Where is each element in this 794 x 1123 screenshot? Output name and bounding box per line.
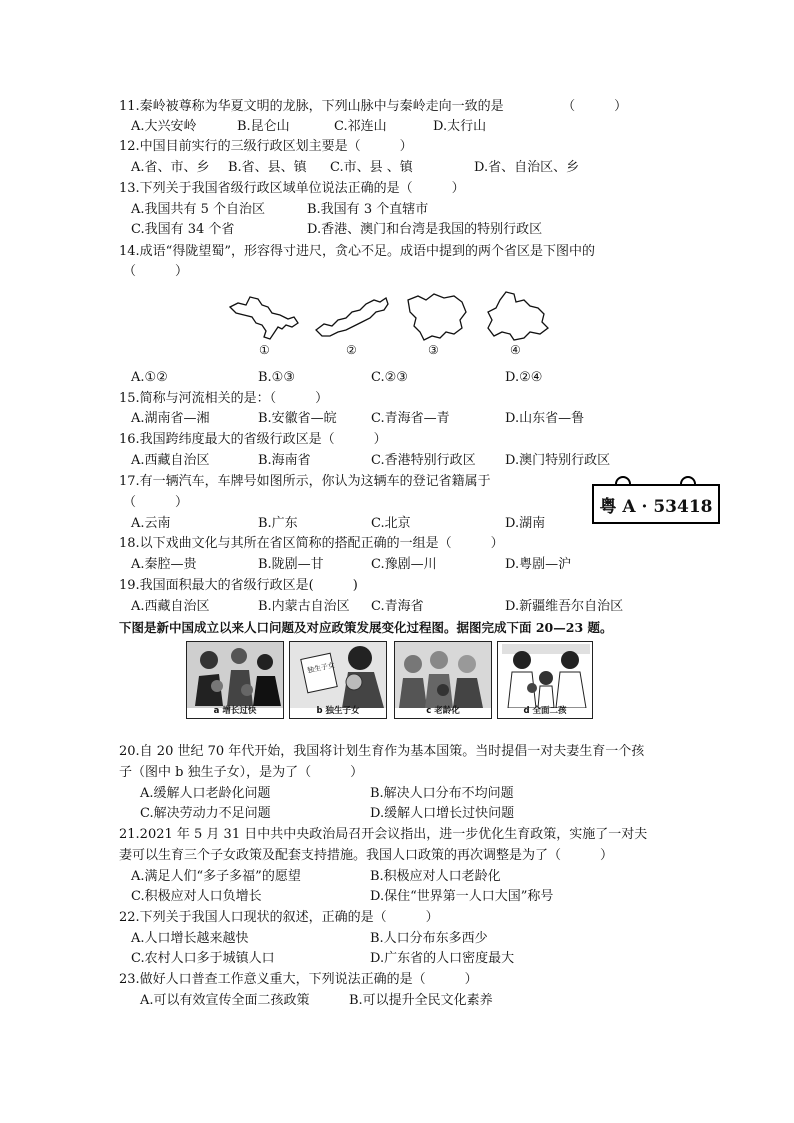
q13-stem: 13.下列关于我国省级行政区域单位说法正确的是（ ）	[119, 181, 465, 196]
q20-option-a: A.缓解人口老龄化问题	[140, 786, 271, 801]
q17-stem: 17.有一辆汽车，车牌号如图所示，你认为这辆车的登记省籍属于	[119, 474, 491, 489]
q14-option-d: D.②④	[505, 370, 543, 385]
q13-option-c: C.我国有 34 个省	[131, 222, 235, 237]
panel-caption-b: b 独生子女	[316, 706, 360, 716]
q15-option-d: D.山东省—鲁	[505, 411, 585, 426]
panel-caption-a: a 增长过快	[213, 706, 257, 716]
q14-stem: 14.成语“得陇望蜀”，形容得寸进尺，贪心不足。成语中提到的两个省区是下图中的	[119, 244, 595, 259]
q12-option-c: C.市、县 、镇	[330, 160, 413, 175]
panel-a	[186, 641, 284, 719]
q19-option-c: C.青海省	[371, 599, 424, 614]
q22-stem: 22.下列关于我国人口现状的叙述，正确的是（ ）	[119, 910, 439, 925]
q17-option-b: B.广东	[258, 516, 298, 531]
q18-option-c: C.豫剧—川	[371, 557, 437, 572]
province-map-3	[404, 292, 468, 342]
q12-stem: 12.中国目前实行的三级行政区划主要是（ ）	[119, 139, 413, 154]
q13-option-a: A.我国共有 5 个自治区	[131, 202, 266, 217]
q12-option-d: D.省、自治区、乡	[474, 160, 580, 175]
province-map-4	[484, 290, 550, 342]
q18-option-b: B.陇剧—甘	[258, 557, 324, 572]
q20-option-b: B.解决人口分布不均问题	[370, 786, 514, 801]
q17-option-a: A.云南	[131, 516, 171, 531]
panel-caption-c: c 老龄化	[426, 706, 460, 716]
q17-paren: （ ）	[123, 495, 189, 510]
panel-c	[394, 641, 492, 719]
q16-option-c: C.香港特别行政区	[371, 453, 476, 468]
q12-option-b: B.省、县、镇	[228, 160, 307, 175]
q21-stem-line1: 21.2021 年 5 月 31 日中共中央政治局召开会议指出，进一步优化生育政策，实施了一对夫	[119, 827, 648, 842]
q23-option-a: A.可以有效宣传全面二孩政策	[140, 993, 310, 1008]
q16-option-b: B.海南省	[258, 453, 311, 468]
q21-option-a: A.满足人们“多子多福”的愿望	[131, 869, 301, 884]
q14-option-c: C.②③	[371, 370, 408, 385]
province-map-1	[228, 293, 300, 341]
q19-option-a: A.西藏自治区	[131, 599, 210, 614]
q23-stem: 23.做好人口普查工作意义重大，下列说法正确的是（ ）	[119, 972, 478, 987]
q13-option-d: D.香港、澳门和台湾是我国的特别行政区	[307, 222, 543, 237]
q11-option-c: C.祁连山	[334, 119, 387, 134]
q11-stem: 11.秦岭被尊称为华夏文明的龙脉，下列山脉中与秦岭走向一致的是 （ ）	[119, 99, 628, 114]
q20-stem-line1: 20.自 20 世纪 70 年代开始，我国将计划生育作为基本国策。当时提倡一对夫妻生育一个孩	[119, 744, 645, 759]
q22-option-c: C.农村人口多于城镇人口	[131, 951, 275, 966]
q19-option-d: D.新疆维吾尔自治区	[505, 599, 624, 614]
map-label-3: ③	[428, 343, 439, 357]
q11-option-d: D.太行山	[433, 119, 487, 134]
section-intro: 下图是新中国成立以来人口问题及对应政策发展变化过程图。据图完成下面 20—23 题。	[119, 620, 613, 635]
q20-option-c: C.解决劳动力不足问题	[140, 806, 271, 821]
q15-option-b: B.安徽省—皖	[258, 411, 337, 426]
q15-option-a: A.湖南省—湘	[131, 411, 210, 426]
q22-option-b: B.人口分布东多西少	[370, 931, 488, 946]
panel-caption-d: d 全面二孩	[523, 706, 567, 716]
license-plate: 粤 A · 53418	[592, 484, 720, 524]
map-label-1: ①	[259, 343, 270, 357]
q15-stem: 15.简称与河流相关的是：（ ）	[119, 391, 329, 406]
q11-option-b: B.昆仑山	[237, 119, 290, 134]
q20-option-d: D.缓解人口增长过快问题	[370, 806, 515, 821]
q15-option-c: C.青海省—青	[371, 411, 450, 426]
q21-option-c: C.积极应对人口负增长	[131, 889, 262, 904]
q14-option-a: A.①②	[131, 370, 168, 385]
q20-stem-line2: 子（图中 b 独生子女），是为了（ ）	[119, 765, 364, 780]
q17-option-d: D.湖南	[505, 516, 546, 531]
q16-stem: 16.我国跨纬度最大的省级行政区是（ ）	[119, 432, 387, 447]
q16-option-d: D.澳门特别行政区	[505, 453, 611, 468]
q22-option-d: D.广东省的人口密度最大	[370, 951, 515, 966]
q16-option-a: A.西藏自治区	[131, 453, 210, 468]
q14-paren: （ ）	[123, 264, 189, 279]
province-map-2	[314, 296, 390, 338]
q12-option-a: A.省、市、乡	[131, 160, 210, 175]
panel-b-sign: 独生子女	[306, 661, 336, 675]
q21-option-d: D.保住“世界第一人口大国”称号	[370, 889, 554, 904]
q11-option-a: A.大兴安岭	[131, 119, 197, 134]
q17-option-c: C.北京	[371, 516, 411, 531]
map-label-2: ②	[346, 343, 357, 357]
q21-option-b: B.积极应对人口老龄化	[370, 869, 501, 884]
map-label-4: ④	[510, 343, 521, 357]
q22-option-a: A.人口增长越来越快	[131, 931, 249, 946]
panel-d	[497, 641, 593, 719]
q21-stem-line2: 妻可以生育三个子女政策及配套支持措施。我国人口政策的再次调整是为了（ ）	[119, 848, 614, 863]
q23-option-b: B.可以提升全民文化素养	[349, 993, 493, 1008]
panel-b	[289, 641, 387, 719]
q19-option-b: B.内蒙古自治区	[258, 599, 350, 614]
q13-option-b: B.我国有 3 个直辖市	[307, 202, 429, 217]
q18-option-d: D.粤剧—沪	[505, 557, 572, 572]
q18-option-a: A.秦腔—贵	[131, 557, 197, 572]
q19-stem: 19.我国面积最大的省级行政区是( )	[119, 578, 358, 593]
q14-option-b: B.①③	[258, 370, 295, 385]
q18-stem: 18.以下戏曲文化与其所在省区简称的搭配正确的一组是（ ）	[119, 536, 504, 551]
